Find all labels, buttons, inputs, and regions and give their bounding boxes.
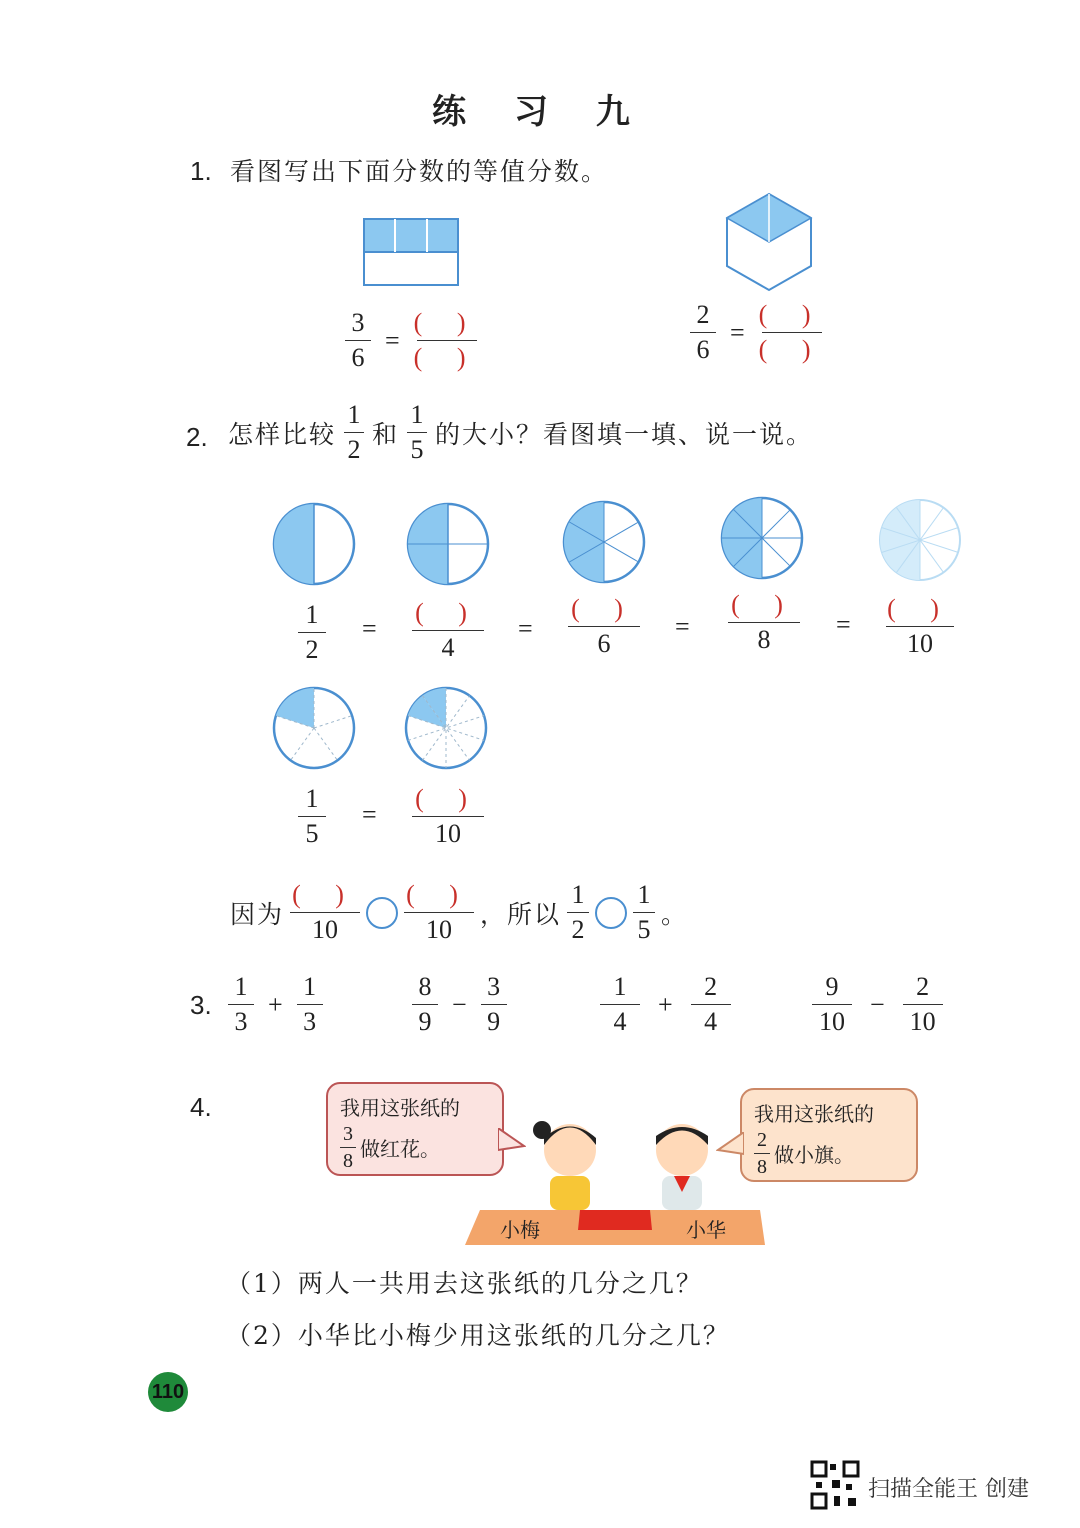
q3-item-3: $\frac{1}{4}$ + $\frac{2}{4}$: [600, 972, 731, 1037]
equals-sign: =: [836, 610, 851, 639]
fraction: $\frac{2}{6}$: [690, 300, 716, 365]
comparison-line: 因为 $\frac{( )}{10}$ $\frac{( )}{10}$ ，所以 $\frac{1}{2}$ $\frac{1}{5}$ 。: [230, 880, 689, 944]
speech-bubble-xiaohua: 我用这张纸的 $\frac{2}{8}$ 做小旗。: [740, 1088, 918, 1182]
answer-fraction[interactable]: $\frac{( )}{10}$: [404, 880, 474, 945]
circle-half: [270, 498, 358, 590]
q3-item-2: $\frac{8}{9}$ − $\frac{3}{9}$: [412, 972, 507, 1037]
fraction: $\frac{1}{2}$: [344, 400, 364, 465]
rectangle-figure: [360, 215, 462, 289]
answer-fraction[interactable]: ( ) 4: [412, 598, 484, 663]
answer-fraction[interactable]: ( ) 6: [568, 594, 640, 659]
q2-number: 2.: [186, 422, 208, 452]
circle-eighths: [718, 492, 806, 584]
bubble-tail: [716, 1132, 744, 1156]
answer-fraction[interactable]: ( ) 10: [887, 594, 953, 658]
answer-fraction[interactable]: $\frac{( )}{( )}$: [413, 308, 480, 372]
q3-item-1: $\frac{1}{3}$ + $\frac{1}{3}$: [228, 972, 323, 1037]
speech-bubble-xiaomei: 我用这张纸的 $\frac{3}{8}$ 做红花。: [326, 1082, 504, 1176]
bubble-tail: [498, 1128, 526, 1152]
q1-number: 1.: [190, 156, 212, 186]
circle-tenths: [876, 494, 964, 586]
q1-equation-1: $\frac{3}{6}$ = $\frac{( )}{( )}$: [345, 308, 480, 373]
answer-fraction[interactable]: $\frac{( )}{( )}$: [758, 300, 825, 364]
circle-tenths-2: [402, 682, 490, 774]
q2-text: 怎样比较 $\frac{1}{2}$ 和 $\frac{1}{5}$ 的大小？看图填一填、说一说。: [228, 400, 814, 464]
fraction-one-half: 1 2: [298, 600, 326, 665]
fraction: $\frac{3}{6}$: [345, 308, 371, 373]
fraction-one-fifth: 1 5: [298, 784, 326, 849]
circle-fifths: [270, 682, 358, 774]
equals-sign: =: [362, 800, 377, 829]
q4-number: 4.: [190, 1092, 212, 1122]
answer-fraction[interactable]: ( ) 8: [728, 590, 800, 655]
equals-sign: =: [675, 612, 690, 641]
q3-number: 3.: [190, 990, 212, 1020]
page-number-badge: 110: [148, 1372, 188, 1412]
q3-item-4: $\frac{9}{10}$ − $\frac{2}{10}$: [812, 972, 943, 1037]
q1-equation-2: $\frac{2}{6}$ = $\frac{( )}{( )}$: [690, 300, 825, 365]
compare-circle[interactable]: [366, 897, 398, 929]
circle-sixths: [560, 496, 648, 588]
fraction: $\frac{1}{2}$: [567, 880, 589, 945]
qr-code-icon: [810, 1460, 860, 1510]
q4-sub-question-2: （2）小华比小梅少用这张纸的几分之几？: [226, 1321, 730, 1350]
compare-circle[interactable]: [595, 897, 627, 929]
equals-sign: =: [518, 614, 533, 643]
fraction: $\frac{1}{5}$: [407, 400, 427, 465]
answer-fraction[interactable]: ( ) 10: [412, 784, 484, 849]
page-title: 练 习 九: [432, 92, 648, 132]
label-xiaohua: 小华: [686, 1218, 726, 1242]
circle-quarters: [404, 498, 492, 590]
watermark-text: 扫描全能王 创建: [868, 1477, 1029, 1502]
q1-text: 看图写出下面分数的等值分数。: [230, 157, 609, 186]
q4-sub-question-1: （1）两人一共用去这张纸的几分之几？: [226, 1269, 703, 1298]
equals-sign: =: [362, 614, 377, 643]
fraction: $\frac{1}{5}$: [633, 880, 655, 945]
answer-fraction[interactable]: $\frac{( )}{10}$: [290, 880, 360, 945]
label-xiaomei: 小梅: [500, 1218, 540, 1242]
hexagon-figure: [722, 190, 816, 294]
